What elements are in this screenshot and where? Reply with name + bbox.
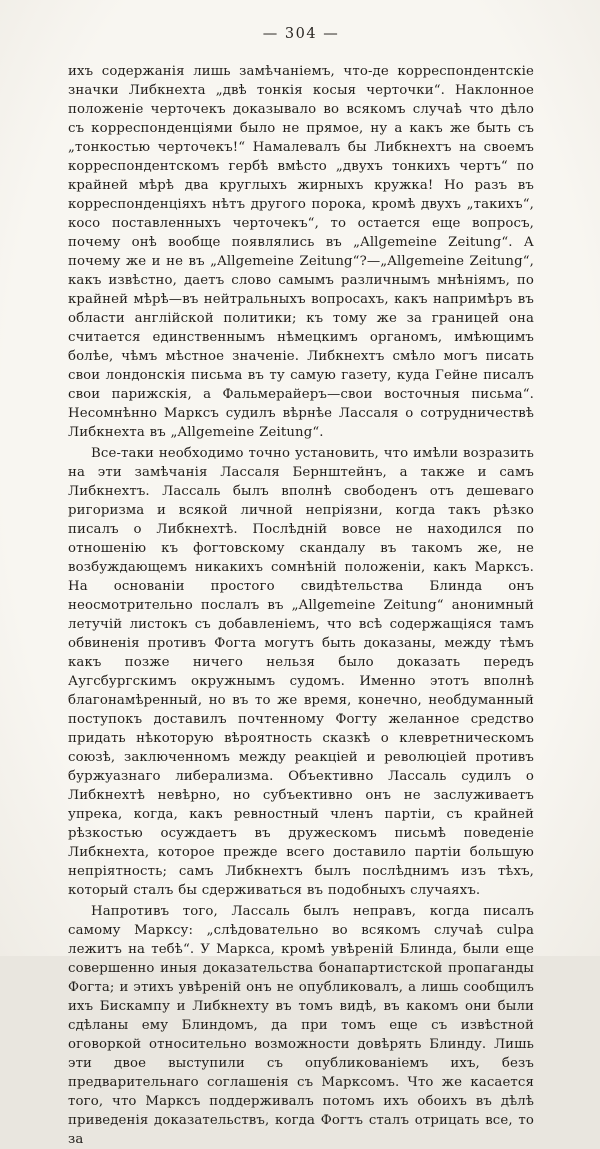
page-number: — 304 — [262, 26, 340, 42]
paragraph: Напротивъ того, Лассаль былъ неправъ, когда писалъ самому Марксу: „слѣдовательно во всякомъ случаѣ culpa лежитъ на тебѣ“. У Маркса, кромѣ увѣреній Блинда, были еще совершенно иныя доказательства бонапартистской пропаганды Фогта; и этихъ увѣреній онъ не опубликовалъ, а лишь сообщилъ ихъ Бискампу и Либкнехту въ томъ видѣ, въ какомъ они были сдѣланы ему Блиндомъ, да при томъ еще съ извѣстной оговоркой относительно возможности довѣрять Блинду. Лишь эти двое выступили съ опубликованіемъ ихъ, безъ предварительнаго соглашенія съ Марксомъ. Что же касается того, что Марксъ поддерживалъ потомъ ихъ обоихъ въ дѣлѣ приведенія доказательствъ, когда Фогтъ сталъ отрицать все, то за [68, 904, 534, 1147]
paragraph: Все-таки необходимо точно установить, что имѣли возразить на эти замѣчанія Лассаля Бернштейнъ, а также и самъ Либкнехтъ. Лассаль былъ вполнѣ свободенъ отъ дешеваго ригоризма и всякой личной непріязни, когда такъ рѣзко писалъ о Либкнехтѣ. Послѣдній вовсе не находился по отношенію къ фогтовскому скандалу въ такомъ же, не возбуждающемъ никакихъ сомнѣній положеніи, какъ Марксъ. На основаніи простого свидѣтельства Блинда онъ неосмотрительно послалъ въ „Allgemeine Zeitung“ анонимный летучій листокъ съ добавленіемъ, что всѣ содержащіяся тамъ обвиненія противъ Фогта могутъ быть доказаны, между тѣмъ какъ позже ничего нельзя было доказать передъ Аугсбургскимъ окружнымъ судомъ. Именно этотъ вполнѣ благонамѣренный, но въ то же время, конечно, необдуманный поступокъ доставилъ почтенному Фогту желанное средство придать нѣкоторую вѣроятность сказкѣ о клевретническомъ союзѣ, заключенномъ между реакціей и революціей противъ буржуазнаго либерализма. Объективно Лассаль судилъ о Либкнехтѣ невѣрно, но субъективно онъ не заслуживаетъ упрека, когда, какъ ревностный членъ партіи, съ крайней рѣзкостью осуждаетъ въ дружескомъ письмѣ поведеніе Либкнехта, которое прежде всего доставило партіи большую непріятность; самъ Либкнехтъ былъ послѣднимъ изъ тѣхъ, который сталъ бы сдерживаться въ подобныхъ случаяхъ. [68, 446, 534, 898]
page-body-text [68, 62, 534, 1149]
paragraph-continuation: ихъ содержанія лишь замѣчаніемъ, что-де корреспондентскіе значки Либкнехта „двѣ тонкія косыя черточки“. Наклонное положеніе черточекъ доказывало во всякомъ случаѣ что дѣло съ корреспонденціями было не прямое, ну а какъ же быть съ „тонкостью черточекъ!“ Намалевалъ бы Либкнехтъ на своемъ корреспондентскомъ гербѣ вмѣсто „двухъ тонкихъ чертъ“ по крайней мѣрѣ два круглыхъ жирныхъ кружка! Но разъ въ корреспонденціяхъ нѣтъ другого порока, кромѣ двухъ „такихъ“, косо поставленныхъ черточекъ“, то остается еще вопросъ, почему онѣ вообще появлялись въ „Allgemeine Zeitung“. А почему же и не въ „Allgemeine Zeitung“?—„Allgemeine Zeitung“, какъ извѣстно, даетъ слово самымъ различнымъ мнѣніямъ, по крайней мѣрѣ—въ нейтральныхъ вопросахъ, какъ напримѣръ въ области англійской политики; къ тому же за границей она считается единственнымъ нѣмецкимъ органомъ, имѣющимъ болѣе, чѣмъ мѣстное значеніе. Либкнехтъ смѣло могъ писать свои лондонскія письма въ ту самую газету, куда Гейне писалъ свои парижскія, а Фальмерайеръ—свои восточныя письма“. Несомнѣнно Марксъ судилъ вѣрнѣе Лассаля о сотрудничествѣ Либкнехта въ „Allgemeine Zeitung“. [68, 64, 534, 440]
